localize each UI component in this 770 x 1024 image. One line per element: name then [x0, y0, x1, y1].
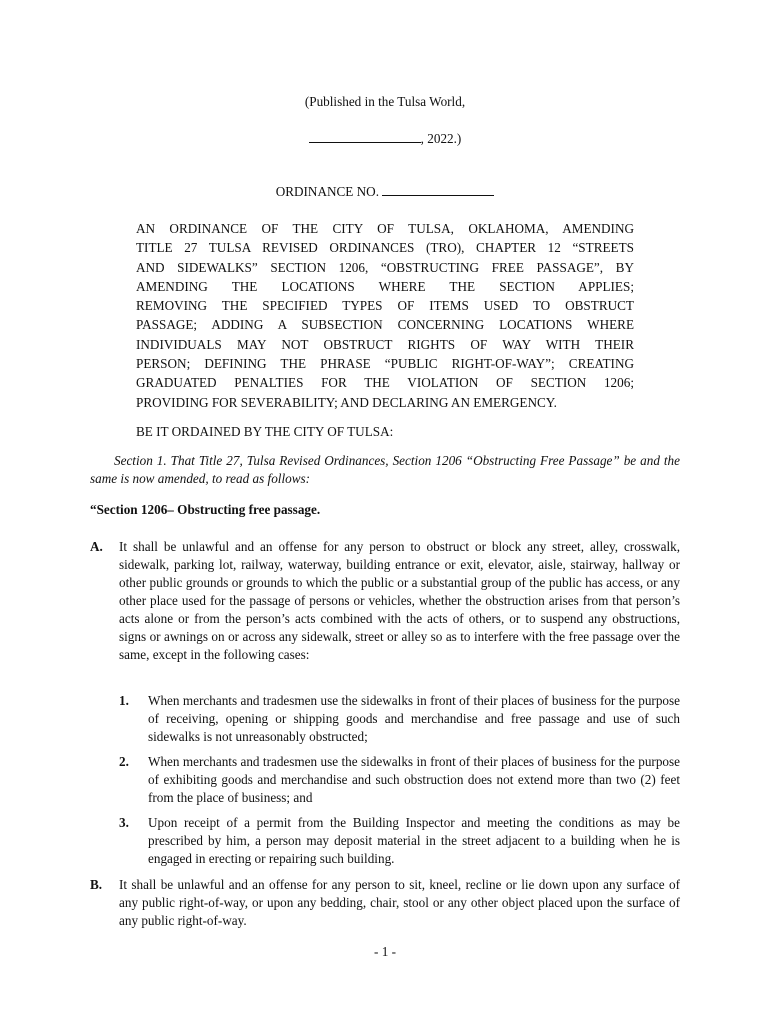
title-line: TITLE 27 TULSA REVISED ORDINANCES (TRO), CHAPTER 12 “STREETS	[136, 240, 634, 256]
ordinance-title	[136, 219, 634, 412]
section-1-text: Section 1. That Title 27, Tulsa Revised Ordinances, Section 1206 “Obstructing Free Passage” be and the same is now amended, to read as follows:	[90, 453, 680, 486]
item-2-text: When merchants and tradesmen use the sidewalks in front of their places of business for the purpose of exhibiting goods and merchandise and such obstruction does not extend more than two (2) feet from the place of business; and	[148, 754, 680, 805]
page-number: - 1 -	[374, 944, 396, 959]
ordinance-label: ORDINANCE NO.	[275, 184, 379, 199]
section-heading: “Section 1206– Obstructing free passage.	[90, 502, 321, 517]
subsection-b-text: It shall be unlawful and an offense for any person to sit, kneel, recline or lie down upon any surface of any public right-of-way, or upon any bedding, chair, stool or any other object placed upon the surface of any public right-of-way.	[119, 877, 680, 928]
title-line: PASSAGE; ADDING A SUBSECTION CONCERNING LOCATIONS WHERE	[136, 317, 634, 333]
title-line: GRADUATED PENALTIES FOR THE VIOLATION OF SECTION 1206;	[136, 375, 634, 391]
date-blank	[309, 130, 421, 143]
title-line: AN ORDINANCE OF THE CITY OF TULSA, OKLAHOMA, AMENDING	[136, 221, 634, 236]
subsection-a-text: It shall be unlawful and an offense for any person to obstruct or block any street, alley, crosswalk, sidewalk, parking lot, railway, waterway, building entrance or exit, elevator, aisle, stairway, hallway or other public grounds or grounds to which the public or a substantial group of the public has access, or any other place used for the passage of persons or vehicles, whether the obstruction arises from that person’s acts alone or from the person’s acts combined with the acts of others, or to suspend any obstructions, signs or awnings on or across any sidewalk, street or alley so as to interfere with the free passage over the same, except in the following cases:	[119, 539, 680, 662]
item-2-marker: 2.	[119, 754, 129, 769]
title-line: PROVIDING FOR SEVERABILITY; AND DECLARING AN EMERGENCY.	[136, 394, 557, 410]
ordinance-number-blank	[382, 183, 494, 196]
date-suffix: , 2022.)	[420, 131, 462, 146]
subsection-b-marker: B.	[90, 877, 103, 892]
published-line: (Published in the Tulsa World,	[304, 94, 466, 109]
publication-date	[0, 130, 770, 148]
subsection-a-marker: A.	[90, 539, 103, 554]
title-line: AND SIDEWALKS” SECTION 1206, “OBSTRUCTING FREE PASSAGE”, BY	[136, 259, 634, 275]
title-line: REMOVING THE SPECIFIED TYPES OF ITEMS USED TO OBSTRUCT	[136, 298, 634, 314]
item-1-text: When merchants and tradesmen use the sidewalks in front of their places of business for the purpose of receiving, opening or shipping goods and merchandise and free passage and use of such sidewalks is not unreasonably obstructed;	[148, 693, 680, 744]
item-3-text: Upon receipt of a permit from the Building Inspector and meeting the conditions as may be prescribed by him, a person may deposit material in the street adjacent to a building when he is engaged in erecting or repairing such building.	[148, 815, 680, 866]
title-line: PERSON; DEFINING THE PHRASE “PUBLIC RIGHT-OF-WAY”; CREATING	[136, 356, 634, 372]
enacting-clause: BE IT ORDAINED BY THE CITY OF TULSA:	[136, 424, 394, 439]
title-line: INDIVIDUALS MAY NOT OBSTRUCT RIGHTS OF WAY WITH THEIR	[136, 336, 634, 352]
title-line: AMENDING THE LOCATIONS WHERE THE SECTION APPLIES;	[136, 278, 634, 294]
item-1-marker: 1.	[119, 693, 129, 708]
item-3-marker: 3.	[119, 815, 129, 830]
ordinance-number	[0, 183, 770, 201]
